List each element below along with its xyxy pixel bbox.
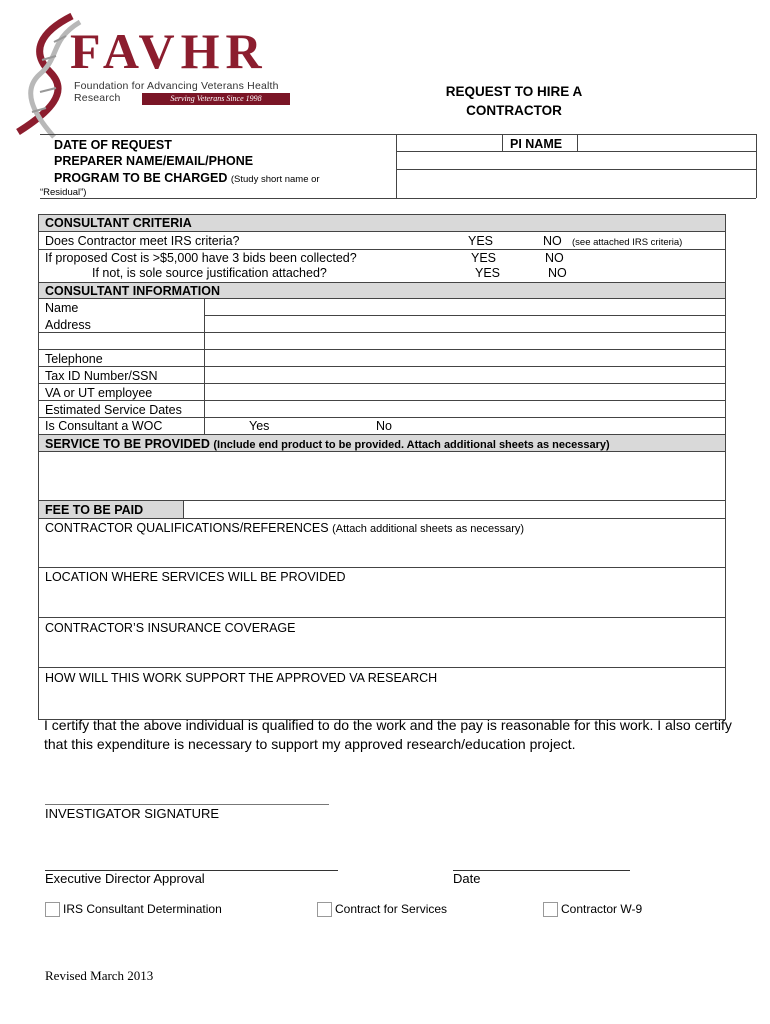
- bids-yes[interactable]: YES: [471, 251, 497, 265]
- preparer-field[interactable]: [398, 152, 754, 169]
- location-field[interactable]: [40, 586, 724, 616]
- irs-criteria-yes[interactable]: YES: [468, 234, 494, 248]
- checkbox-icon[interactable]: [45, 902, 60, 917]
- consultant-info-heading: CONSULTANT INFORMATION: [45, 284, 220, 298]
- sole-source-no[interactable]: NO: [548, 266, 567, 280]
- woc-yes[interactable]: Yes: [249, 419, 270, 433]
- program-note: “Residual”): [40, 187, 87, 198]
- va-ut-field[interactable]: [206, 384, 724, 400]
- name-field[interactable]: [206, 299, 724, 315]
- telephone-field[interactable]: [206, 350, 724, 366]
- sole-source-yes[interactable]: YES: [475, 266, 501, 280]
- revision-footer: Revised March 2013: [45, 968, 154, 983]
- telephone-label: Telephone: [45, 352, 103, 366]
- date-of-request-label: DATE OF REQUEST: [54, 138, 172, 152]
- tax-id-field[interactable]: [206, 367, 724, 383]
- certification-text: I certify that the above individual is qualified to do the work and the pay is reasonable for this work. I also certify that this expenditure is necessary to support my approved research/education project.: [44, 717, 732, 752]
- logo-tagline: Serving Veterans Since 1998: [142, 93, 290, 105]
- service-dates-label: Estimated Service Dates: [45, 403, 182, 417]
- pi-name-label: PI NAME: [510, 137, 563, 151]
- qualifications-field[interactable]: [40, 537, 724, 567]
- program-label: PROGRAM TO BE CHARGED (Study short name or: [54, 171, 320, 185]
- va-ut-label: VA or UT employee: [45, 386, 153, 400]
- date-of-request-field[interactable]: [398, 135, 502, 150]
- insurance-field[interactable]: [40, 637, 724, 667]
- investigator-signature-line[interactable]: [45, 804, 329, 805]
- pi-name-field[interactable]: [578, 135, 754, 150]
- service-heading: SERVICE TO BE PROVIDED (Include end product to be provided. Attach additional sheets as necessary): [45, 437, 610, 451]
- date-label: Date: [453, 871, 481, 886]
- irs-criteria-no[interactable]: NO: [543, 234, 562, 248]
- consultant-criteria-heading: CONSULTANT CRITERIA: [45, 216, 192, 230]
- irs-criteria-question: Does Contractor meet IRS criteria?: [45, 234, 240, 248]
- address-label: Address: [45, 318, 91, 332]
- checkbox-icon[interactable]: [317, 902, 332, 917]
- bids-no[interactable]: NO: [545, 251, 564, 265]
- exec-approval-label: Executive Director Approval: [45, 871, 205, 886]
- qualifications-label: CONTRACTOR QUALIFICATIONS/REFERENCES (Attach additional sheets as necessary): [45, 521, 525, 535]
- name-label: Name: [45, 301, 79, 315]
- investigator-signature-label: INVESTIGATOR SIGNATURE: [45, 806, 220, 821]
- address-field[interactable]: [206, 316, 724, 349]
- irs-criteria-note: (see attached IRS criteria): [572, 237, 683, 248]
- preparer-label: PREPARER NAME/EMAIL/PHONE: [54, 154, 254, 168]
- woc-label: Is Consultant a WOC: [45, 419, 163, 433]
- logo-subtitle: Foundation for Advancing Veterans Health Research: [74, 80, 279, 104]
- support-field[interactable]: [40, 687, 724, 717]
- support-label: HOW WILL THIS WORK SUPPORT THE APPROVED VA RESEARCH: [45, 671, 438, 685]
- tax-id-label: Tax ID Number/SSN: [45, 369, 158, 383]
- service-dates-field[interactable]: [206, 401, 724, 417]
- sole-source-question: If not, is sole source justification attached?: [92, 266, 327, 280]
- checkbox-irs[interactable]: IRS Consultant Determination: [45, 902, 222, 917]
- program-field[interactable]: [398, 170, 754, 197]
- logo-wordmark: FAVHR: [70, 23, 268, 79]
- location-label: LOCATION WHERE SERVICES WILL BE PROVIDED: [45, 570, 346, 584]
- checkbox-icon[interactable]: [543, 902, 558, 917]
- checkbox-contract[interactable]: Contract for Services: [317, 902, 447, 917]
- fee-label: FEE TO BE PAID: [45, 503, 144, 517]
- service-field[interactable]: [40, 453, 724, 499]
- woc-no[interactable]: No: [376, 419, 392, 433]
- insurance-label: CONTRACTOR’S INSURANCE COVERAGE: [45, 621, 296, 635]
- form-title: REQUEST TO HIRE A CONTRACTOR: [445, 84, 583, 118]
- bids-question: If proposed Cost is >$5,000 have 3 bids been collected?: [45, 251, 357, 265]
- checkbox-w9[interactable]: Contractor W-9: [543, 902, 642, 917]
- fee-field[interactable]: [185, 501, 724, 517]
